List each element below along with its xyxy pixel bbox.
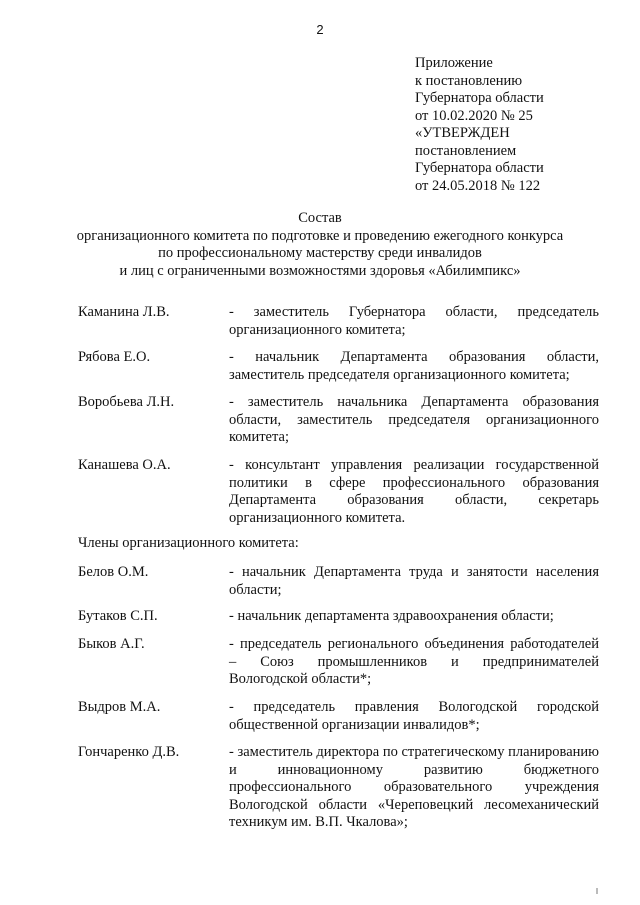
member-role: - заместитель директора по стратегическому планированию и инновационному развитию бюджетного профессионального образовательного учреждения Вологодской области «Череповецкий лесомеханический техникум им. В.П. Чкалова»; bbox=[229, 744, 599, 830]
title-line: организационного комитета по подготовке и проведению ежегодного конкурса bbox=[76, 227, 564, 244]
member-name: Белов О.М. bbox=[78, 564, 149, 580]
appendix-line: Губернатора области bbox=[415, 90, 544, 106]
member-name: Выдров М.А. bbox=[78, 699, 161, 715]
member-name: Канашева О.А. bbox=[78, 457, 171, 473]
member-role: - консультант управления реализации государственной политики в сфере профессионального образования Департамента образования области, секретарь организационного комитета. bbox=[229, 457, 599, 526]
member-name: Бутаков С.П. bbox=[78, 608, 158, 624]
member-name: Каманина Л.В. bbox=[78, 304, 170, 320]
appendix-block bbox=[415, 55, 615, 195]
member-role: - начальник Департамента образования области, заместитель председателя организационного комитета; bbox=[229, 349, 599, 383]
member-role: - председатель регионального объединения работодателей – Союз промышленников и предпринимателей Вологодской области*; bbox=[229, 636, 599, 687]
member-role: - заместитель начальника Департамента образования области, заместитель председателя организационного комитета; bbox=[229, 394, 599, 445]
appendix-line: «УТВЕРЖДЕН bbox=[415, 125, 510, 141]
member-name: Воробьева Л.Н. bbox=[78, 394, 175, 410]
page-number: 2 bbox=[316, 22, 324, 37]
appendix-line: к постановлению bbox=[415, 72, 523, 89]
member-role: - начальник Департамента труда и занятости населения области; bbox=[229, 564, 599, 598]
member-name: Рябова Е.О. bbox=[78, 349, 151, 365]
member-name: Гончаренко Д.В. bbox=[78, 744, 180, 760]
member-role: - заместитель Губернатора области, председатель организационного комитета; bbox=[229, 304, 599, 338]
document-title bbox=[40, 210, 600, 280]
members-heading: Члены организационного комитета: bbox=[78, 535, 299, 551]
appendix-line: постановлением bbox=[415, 142, 517, 159]
appendix-line: от 10.02.2020 № 25 bbox=[415, 107, 533, 124]
member-role: - начальник департамента здравоохранения области; bbox=[229, 608, 554, 624]
appendix-line: Приложение bbox=[415, 55, 493, 71]
title-line: и лиц с ограниченными возможностями здоровья «Абилимпикс» bbox=[119, 262, 521, 279]
title-heading: Состав bbox=[298, 210, 342, 226]
member-role: - председатель правления Вологодской городской общественной организации инвалидов*; bbox=[229, 699, 599, 733]
appendix-line: от 24.05.2018 № 122 bbox=[415, 177, 541, 194]
scan-mark bbox=[596, 888, 598, 894]
title-line: по профессиональному мастерству среди инвалидов bbox=[158, 245, 482, 261]
member-name: Быков А.Г. bbox=[78, 636, 145, 652]
appendix-line: Губернатора области bbox=[415, 160, 544, 176]
